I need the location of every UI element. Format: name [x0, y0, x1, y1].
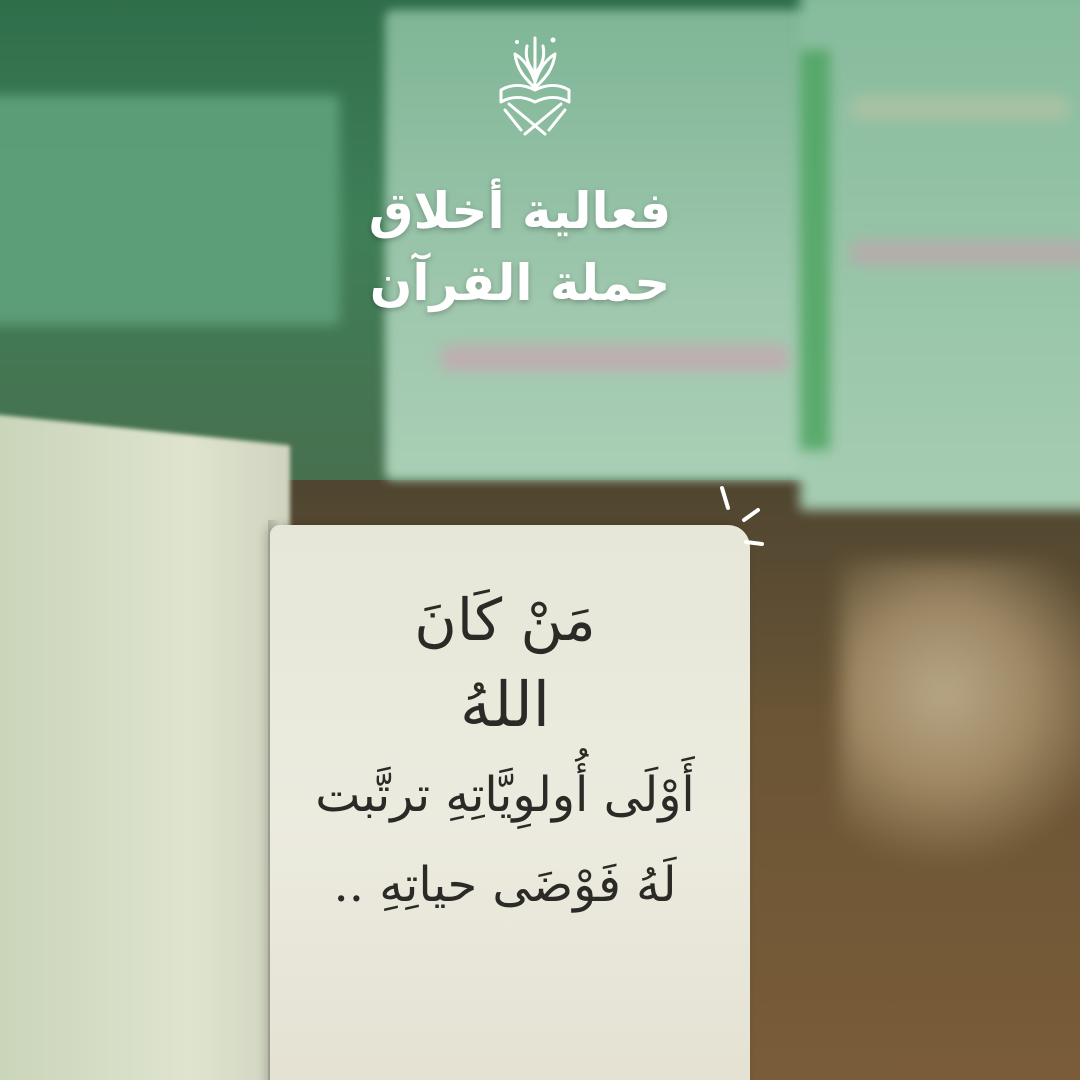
- title-line-2: حملة القرآن: [369, 254, 671, 312]
- blurred-book-left: [0, 95, 340, 325]
- blurred-bookmark: [800, 50, 830, 450]
- event-title: [300, 175, 740, 319]
- notebook-left-page: [0, 411, 290, 1080]
- handwritten-quote: [290, 580, 720, 930]
- quote-line-2: اللهُ: [460, 668, 550, 741]
- quote-line-1: مَنْ كَانَ: [414, 586, 596, 654]
- title-line-1: فعالية أخلاق: [368, 182, 672, 240]
- quran-book-leaf-icon: [495, 30, 575, 142]
- blurred-highlight: [850, 95, 1070, 121]
- blurred-highlight: [850, 240, 1080, 266]
- quote-line-4: لَهُ فَوْضَى حياتِهِ ..: [333, 857, 677, 913]
- blurred-highlight: [440, 345, 790, 371]
- sparkle-lines-icon: [712, 480, 772, 550]
- rug-pattern: [840, 560, 1080, 890]
- quote-line-3: أَوْلَى أُولوِيَّاتِهِ ترتَّبت: [315, 767, 695, 823]
